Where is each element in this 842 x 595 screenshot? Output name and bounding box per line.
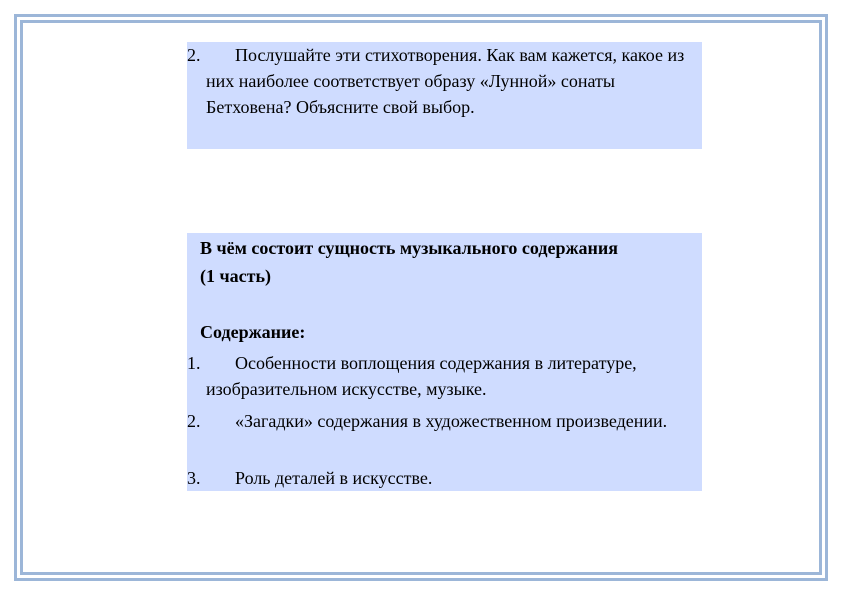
contents-item-text: Роль деталей в искусстве. [235,468,433,488]
task-item [187,42,702,120]
contents-item-number: 2. [187,411,201,431]
contents-block [187,233,702,491]
contents-title: В чём состоит сущность музыкального содержания (1 часть) [200,238,618,286]
contents-subtitle: Содержание: [200,322,306,342]
contents-item-text: «Загадки» содержания в художественном произведении. [235,411,668,431]
contents-list-item [187,408,702,434]
task-item-number: 2. [187,45,201,65]
contents-item-text: Особенности воплощения содержания в литературе, изобразительном искусстве, музыке. [206,353,637,399]
task-block [187,42,702,149]
contents-list-item [187,465,702,491]
contents-list-item [187,350,702,402]
contents-item-number: 1. [187,353,201,373]
contents-item-number: 3. [187,468,201,488]
task-item-text: Послушайте эти стихотворения. Как вам кажется, какое из них наиболее соответствует образу «Лунной» сонаты Бетховена? Объясните свой выбор. [206,45,685,117]
